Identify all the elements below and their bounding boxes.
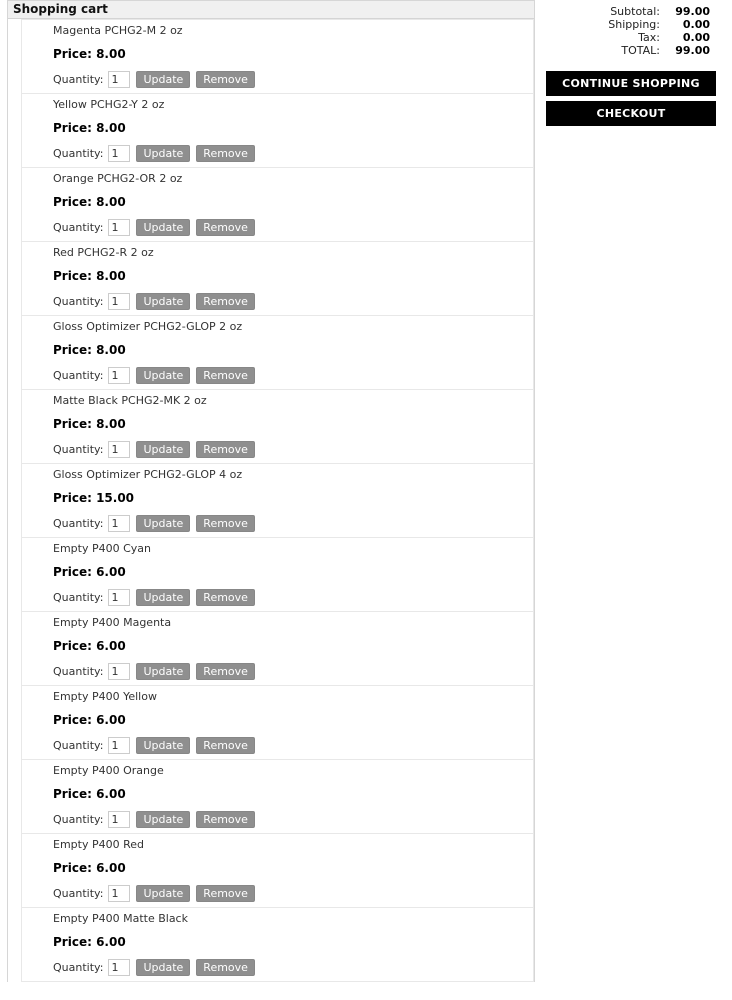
item-name: Empty P400 Cyan	[53, 542, 151, 555]
page-title: Shopping cart	[13, 2, 108, 16]
item-price	[53, 121, 533, 135]
cart-item	[21, 611, 534, 686]
price-value: 8.00	[96, 47, 126, 61]
price-label: Price:	[53, 935, 92, 949]
shipping-row	[546, 18, 710, 31]
item-name: Magenta PCHG2-M 2 oz	[53, 24, 183, 37]
item-quantity-row	[53, 662, 533, 681]
cart-item	[21, 759, 534, 834]
item-name: Empty P400 Yellow	[53, 690, 157, 703]
quantity-input[interactable]	[108, 959, 130, 976]
remove-button[interactable]: Remove	[196, 293, 255, 310]
price-value: 8.00	[96, 269, 126, 283]
item-name: Empty P400 Red	[53, 838, 144, 851]
update-button[interactable]: Update	[136, 589, 190, 606]
price-value: 8.00	[96, 121, 126, 135]
quantity-input[interactable]	[108, 367, 130, 384]
item-price	[53, 417, 533, 431]
item-name: Orange PCHG2-OR 2 oz	[53, 172, 183, 185]
quantity-input[interactable]	[108, 737, 130, 754]
order-summary-sidebar	[535, 0, 732, 126]
remove-button[interactable]: Remove	[196, 959, 255, 976]
quantity-input[interactable]	[108, 515, 130, 532]
quantity-input[interactable]	[108, 441, 130, 458]
price-label: Price:	[53, 639, 92, 653]
item-quantity-row	[53, 514, 533, 533]
item-name: Gloss Optimizer PCHG2-GLOP 4 oz	[53, 468, 243, 481]
quantity-input[interactable]	[108, 71, 130, 88]
item-price	[53, 269, 533, 283]
quantity-label: Quantity:	[53, 665, 104, 678]
price-value: 6.00	[96, 861, 126, 875]
item-price	[53, 861, 533, 875]
update-button[interactable]: Update	[136, 145, 190, 162]
quantity-input[interactable]	[108, 811, 130, 828]
cart-header	[8, 1, 534, 19]
cart-item	[21, 315, 534, 390]
cart-item	[21, 93, 534, 168]
price-value: 6.00	[96, 787, 126, 801]
price-value: 6.00	[96, 639, 126, 653]
price-value: 15.00	[96, 491, 135, 505]
subtotal-label: Subtotal:	[610, 5, 660, 18]
price-value: 8.00	[96, 417, 126, 431]
price-label: Price:	[53, 491, 92, 505]
cart-item	[21, 907, 534, 982]
continue-shopping-button[interactable]: CONTINUE SHOPPING	[546, 71, 716, 96]
quantity-input[interactable]	[108, 663, 130, 680]
remove-button[interactable]: Remove	[196, 811, 255, 828]
quantity-input[interactable]	[108, 589, 130, 606]
item-price	[53, 935, 533, 949]
update-button[interactable]: Update	[136, 959, 190, 976]
quantity-input[interactable]	[108, 293, 130, 310]
cart-item	[21, 537, 534, 612]
remove-button[interactable]: Remove	[196, 515, 255, 532]
item-name: Matte Black PCHG2-MK 2 oz	[53, 394, 207, 407]
item-name: Red PCHG2-R 2 oz	[53, 246, 154, 259]
remove-button[interactable]: Remove	[196, 737, 255, 754]
quantity-label: Quantity:	[53, 961, 104, 974]
item-quantity-row	[53, 292, 533, 311]
price-label: Price:	[53, 713, 92, 727]
shipping-label: Shipping:	[608, 18, 660, 31]
price-label: Price:	[53, 417, 92, 431]
update-button[interactable]: Update	[136, 663, 190, 680]
update-button[interactable]: Update	[136, 737, 190, 754]
item-price	[53, 491, 533, 505]
item-quantity-row	[53, 144, 533, 163]
total-label: TOTAL:	[621, 44, 660, 57]
tax-label: Tax:	[638, 31, 660, 44]
price-value: 6.00	[96, 935, 126, 949]
cart-items-list	[8, 19, 534, 982]
remove-button[interactable]: Remove	[196, 145, 255, 162]
quantity-label: Quantity:	[53, 295, 104, 308]
cart-item	[21, 389, 534, 464]
item-price	[53, 47, 533, 61]
item-quantity-row	[53, 440, 533, 459]
item-price	[53, 787, 533, 801]
item-name: Empty P400 Matte Black	[53, 912, 188, 925]
quantity-label: Quantity:	[53, 147, 104, 160]
price-value: 6.00	[96, 565, 126, 579]
price-value: 8.00	[96, 343, 126, 357]
remove-button[interactable]: Remove	[196, 71, 255, 88]
item-quantity-row	[53, 70, 533, 89]
quantity-label: Quantity:	[53, 739, 104, 752]
item-quantity-row	[53, 810, 533, 829]
update-button[interactable]: Update	[136, 885, 190, 902]
item-quantity-row	[53, 218, 533, 237]
item-name: Gloss Optimizer PCHG2-GLOP 2 oz	[53, 320, 243, 333]
update-button[interactable]: Update	[136, 71, 190, 88]
item-quantity-row	[53, 884, 533, 903]
price-label: Price:	[53, 195, 92, 209]
price-label: Price:	[53, 269, 92, 283]
item-price	[53, 343, 533, 357]
cart-item	[21, 685, 534, 760]
tax-value: 0.00	[682, 31, 710, 44]
price-label: Price:	[53, 787, 92, 801]
price-label: Price:	[53, 343, 92, 357]
cart-item	[21, 463, 534, 538]
item-quantity-row	[53, 366, 533, 385]
quantity-label: Quantity:	[53, 369, 104, 382]
cart-item	[21, 241, 534, 316]
update-button[interactable]: Update	[136, 293, 190, 310]
item-name: Empty P400 Orange	[53, 764, 164, 777]
remove-button[interactable]: Remove	[196, 589, 255, 606]
quantity-input[interactable]	[108, 885, 130, 902]
price-label: Price:	[53, 47, 92, 61]
quantity-label: Quantity:	[53, 221, 104, 234]
item-price	[53, 713, 533, 727]
subtotal-value: 99.00	[675, 5, 710, 18]
total-row	[546, 44, 710, 57]
update-button[interactable]: Update	[136, 367, 190, 384]
quantity-label: Quantity:	[53, 591, 104, 604]
remove-button[interactable]: Remove	[196, 367, 255, 384]
remove-button[interactable]: Remove	[196, 885, 255, 902]
item-price	[53, 565, 533, 579]
cart-panel	[7, 0, 535, 982]
item-price	[53, 195, 533, 209]
remove-button[interactable]: Remove	[196, 219, 255, 236]
item-quantity-row	[53, 736, 533, 755]
cart-item	[21, 833, 534, 908]
price-value: 6.00	[96, 713, 126, 727]
price-value: 8.00	[96, 195, 126, 209]
total-value: 99.00	[675, 44, 710, 57]
price-label: Price:	[53, 565, 92, 579]
quantity-input[interactable]	[108, 145, 130, 162]
update-button[interactable]: Update	[136, 219, 190, 236]
quantity-label: Quantity:	[53, 443, 104, 456]
tax-row	[546, 31, 710, 44]
quantity-label: Quantity:	[53, 73, 104, 86]
remove-button[interactable]: Remove	[196, 441, 255, 458]
quantity-label: Quantity:	[53, 887, 104, 900]
price-label: Price:	[53, 861, 92, 875]
price-label: Price:	[53, 121, 92, 135]
subtotal-row	[546, 5, 710, 18]
item-name: Yellow PCHG2-Y 2 oz	[53, 98, 165, 111]
item-price	[53, 639, 533, 653]
cart-item	[21, 19, 534, 94]
quantity-label: Quantity:	[53, 813, 104, 826]
item-quantity-row	[53, 588, 533, 607]
remove-button[interactable]: Remove	[196, 663, 255, 680]
item-name: Empty P400 Magenta	[53, 616, 172, 629]
quantity-label: Quantity:	[53, 517, 104, 530]
item-quantity-row	[53, 958, 533, 977]
shipping-value: 0.00	[682, 18, 710, 31]
quantity-input[interactable]	[108, 219, 130, 236]
update-button[interactable]: Update	[136, 811, 190, 828]
totals-block	[546, 5, 716, 57]
update-button[interactable]: Update	[136, 441, 190, 458]
cart-item	[21, 167, 534, 242]
checkout-button[interactable]: CHECKOUT	[546, 101, 716, 126]
update-button[interactable]: Update	[136, 515, 190, 532]
